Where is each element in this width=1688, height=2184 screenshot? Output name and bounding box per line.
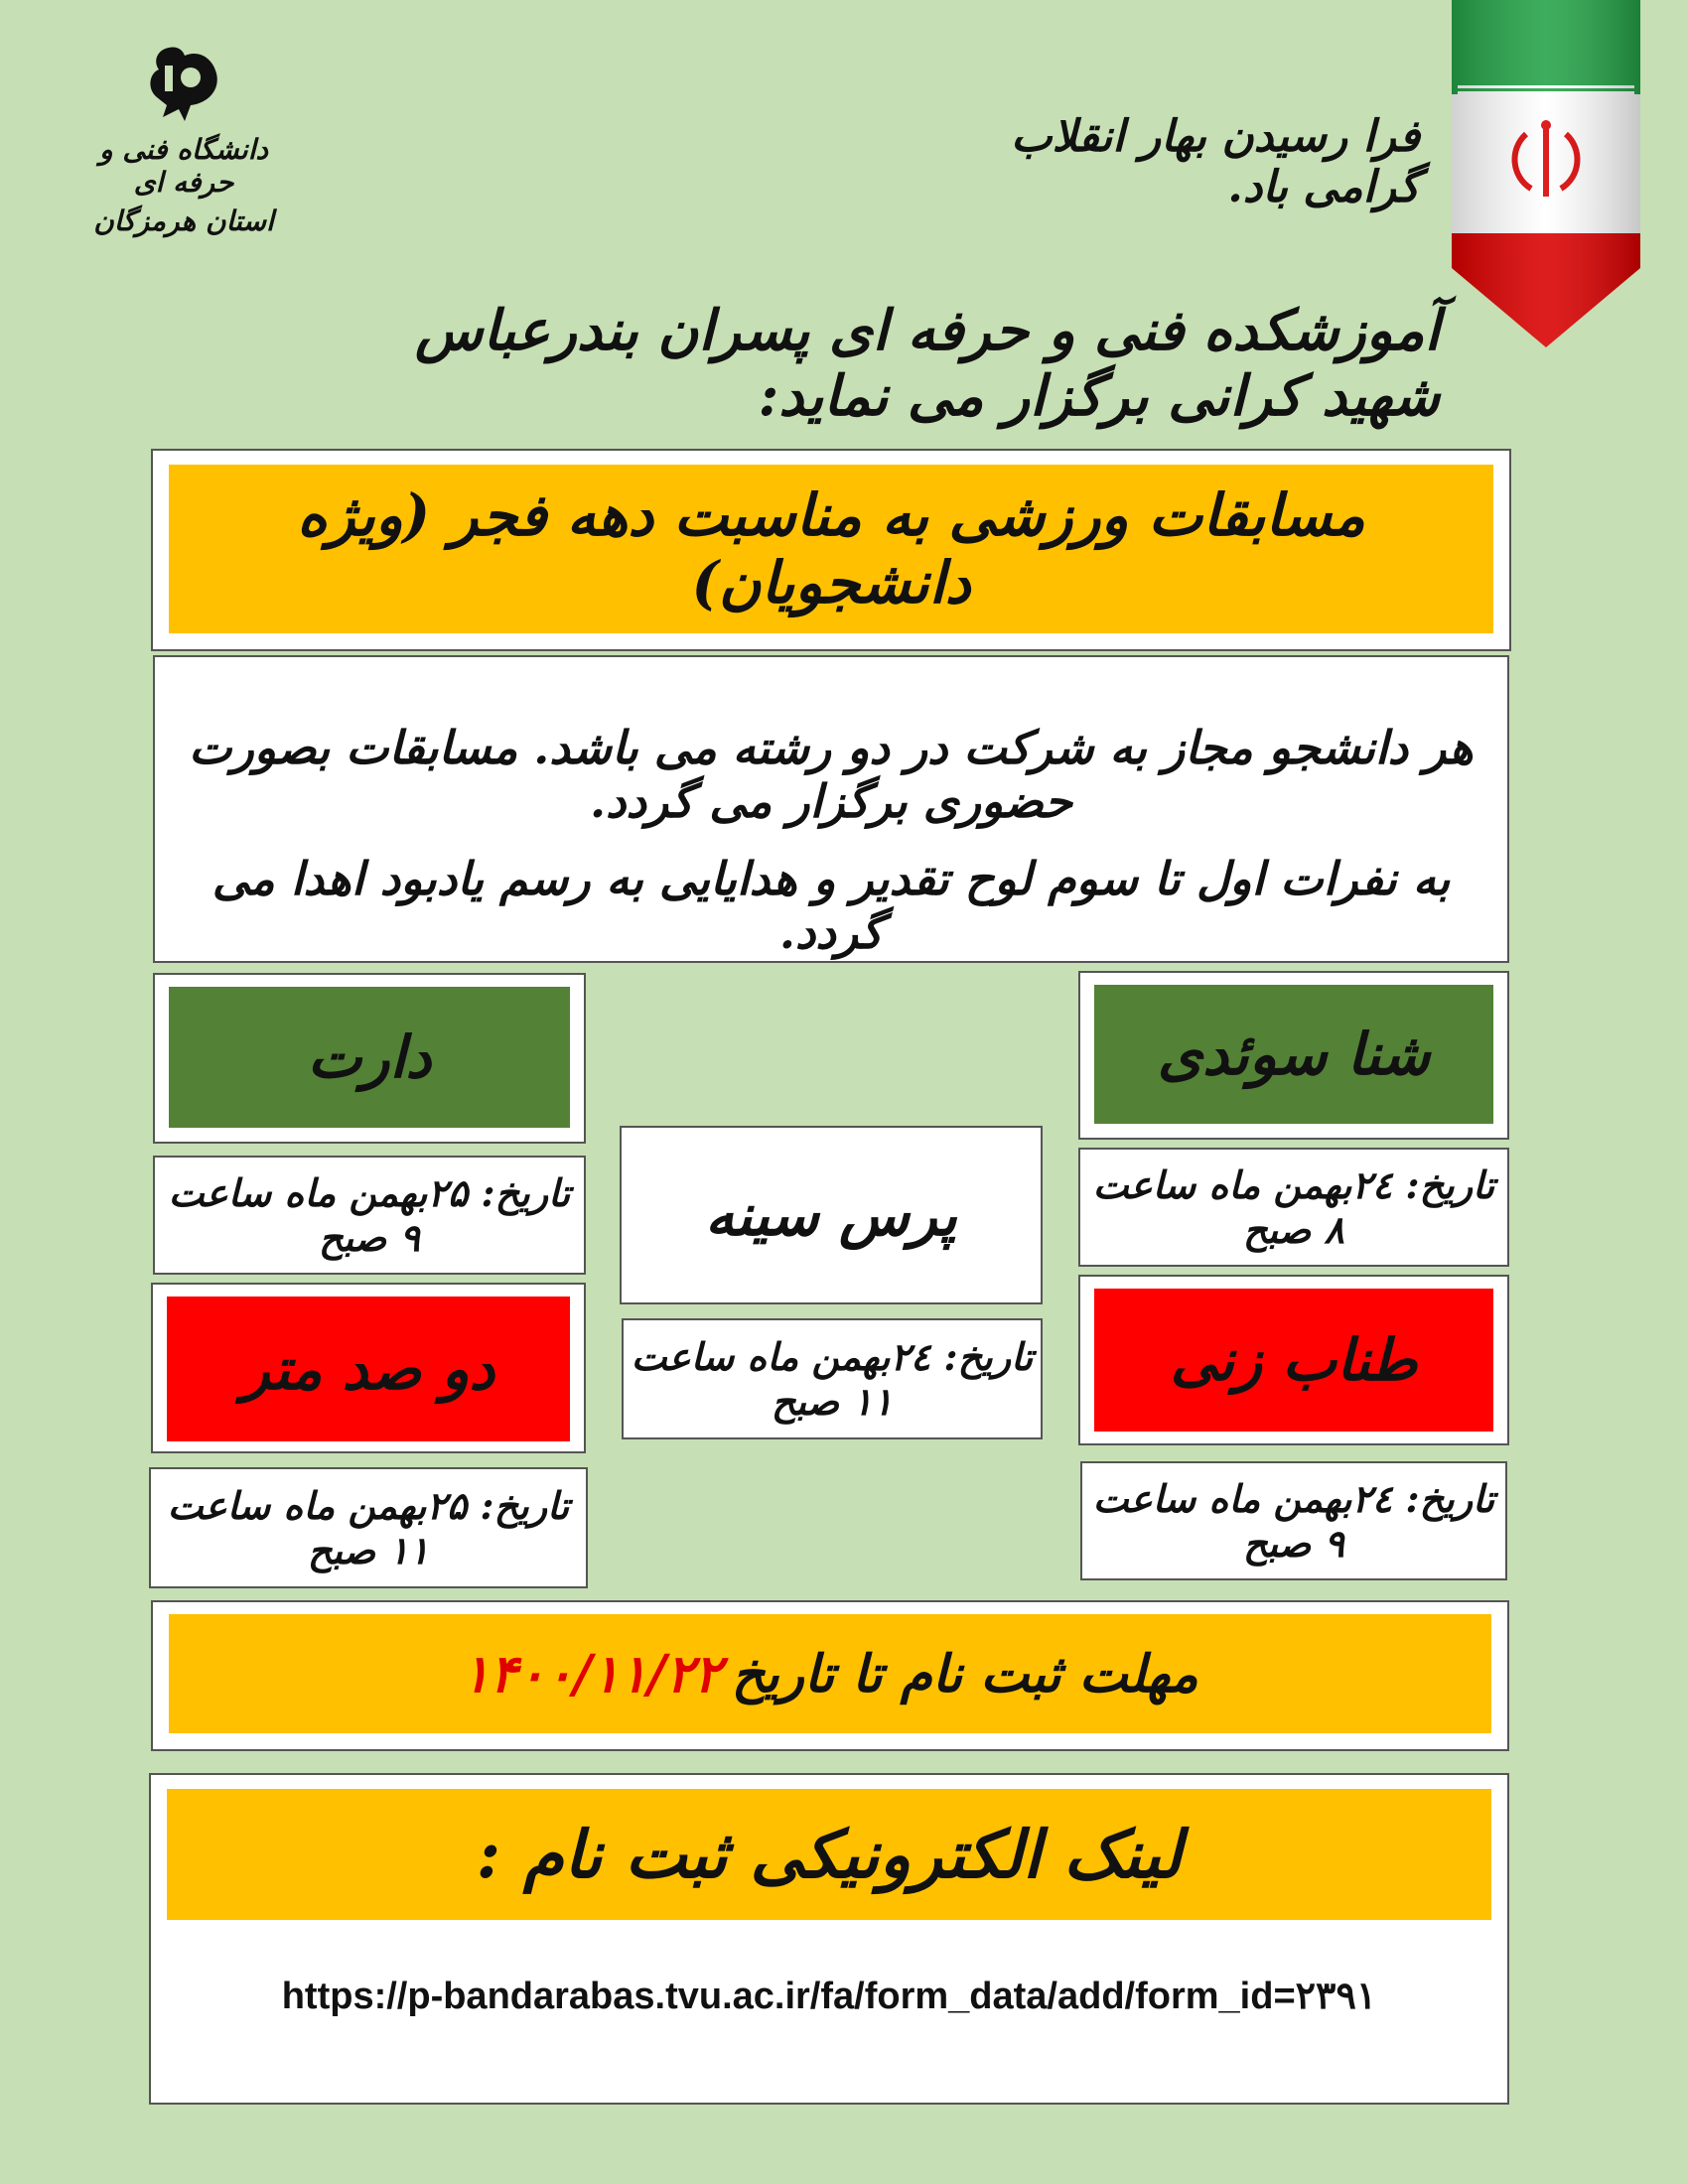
sport-card-rope-jumping — [1078, 1275, 1509, 1445]
sport-date: تاریخ: ۲٤بهمن ماه ساعت ۱۱ صبح — [631, 1334, 1034, 1424]
registration-link-box — [149, 1773, 1509, 2105]
sport-card-200m-run — [151, 1283, 586, 1453]
university-emblem-icon — [139, 40, 228, 129]
sport-card-swedish-swim — [1078, 971, 1509, 1140]
sport-date-box — [1080, 1461, 1507, 1580]
sport-date-box — [149, 1467, 588, 1588]
event-title-box — [151, 449, 1511, 651]
sport-name: دارت — [169, 987, 570, 1128]
registration-link-url[interactable]: https://p-bandarabas.tvu.ac.ir/fa/form_data/add/form_id=۲۳۹۱ — [281, 1976, 1377, 2017]
iran-flag — [1452, 0, 1640, 347]
organizer-heading: آموزشکده فنی و حرفه ای پسران بندرعباس شهید کرانی برگزار می نماید: — [415, 298, 1440, 429]
sport-name: دو صد متر — [167, 1297, 570, 1441]
revolution-greeting: فرا رسیدن بهار انقلاب گرامی باد. — [1011, 111, 1420, 212]
deadline-label: مهلت ثبت نام تا تاریخ — [731, 1643, 1198, 1705]
iran-flag-icon — [1452, 0, 1640, 347]
logo-university-name: دانشگاه فنی و حرفه ای — [99, 133, 268, 199]
logo-province-name: استان هرمزگان — [93, 205, 274, 237]
sport-card-bench-press — [620, 1126, 1043, 1304]
registration-deadline — [169, 1614, 1491, 1733]
sport-date-box — [153, 1156, 586, 1275]
sport-date-box — [1078, 1148, 1509, 1267]
sport-name: پرس سینه — [705, 1181, 957, 1249]
sport-name: طناب زنی — [1094, 1289, 1493, 1432]
registration-link-label: لینک الکترونیکی ثبت نام : — [167, 1789, 1491, 1920]
rules-box — [153, 655, 1509, 963]
university-logo — [70, 40, 298, 248]
event-title: مسابقات ورزشی به مناسبت دهه فجر (ویژه دانشجویان) — [169, 465, 1493, 633]
sport-date: تاریخ: ۲۵بهمن ماه ساعت ۹ صبح — [168, 1170, 571, 1260]
rules-line-awards: به نفرات اول تا سوم لوح تقدیر و هدایایی به رسم یادبود اهدا می گردد. — [211, 852, 1451, 959]
deadline-date: ۱۴۰۰/۱۱/۲۲ — [462, 1643, 722, 1705]
sport-date: تاریخ: ۲۵بهمن ماه ساعت ۱۱ صبح — [167, 1483, 570, 1572]
rules-line-participation: هر دانشجو مجاز به شرکت در دو رشته می باشد. مسابقات بصورت حضوری برگزار می گردد. — [189, 721, 1474, 828]
sport-card-dart — [153, 973, 586, 1144]
sport-date: تاریخ: ۲٤بهمن ماه ساعت ۹ صبح — [1092, 1476, 1495, 1566]
registration-deadline-box — [151, 1600, 1509, 1751]
sport-date-box — [622, 1318, 1043, 1439]
sport-name: شنا سوئدی — [1094, 985, 1493, 1124]
sport-date: تاریخ: ۲٤بهمن ماه ساعت ۸ صبح — [1092, 1162, 1495, 1252]
